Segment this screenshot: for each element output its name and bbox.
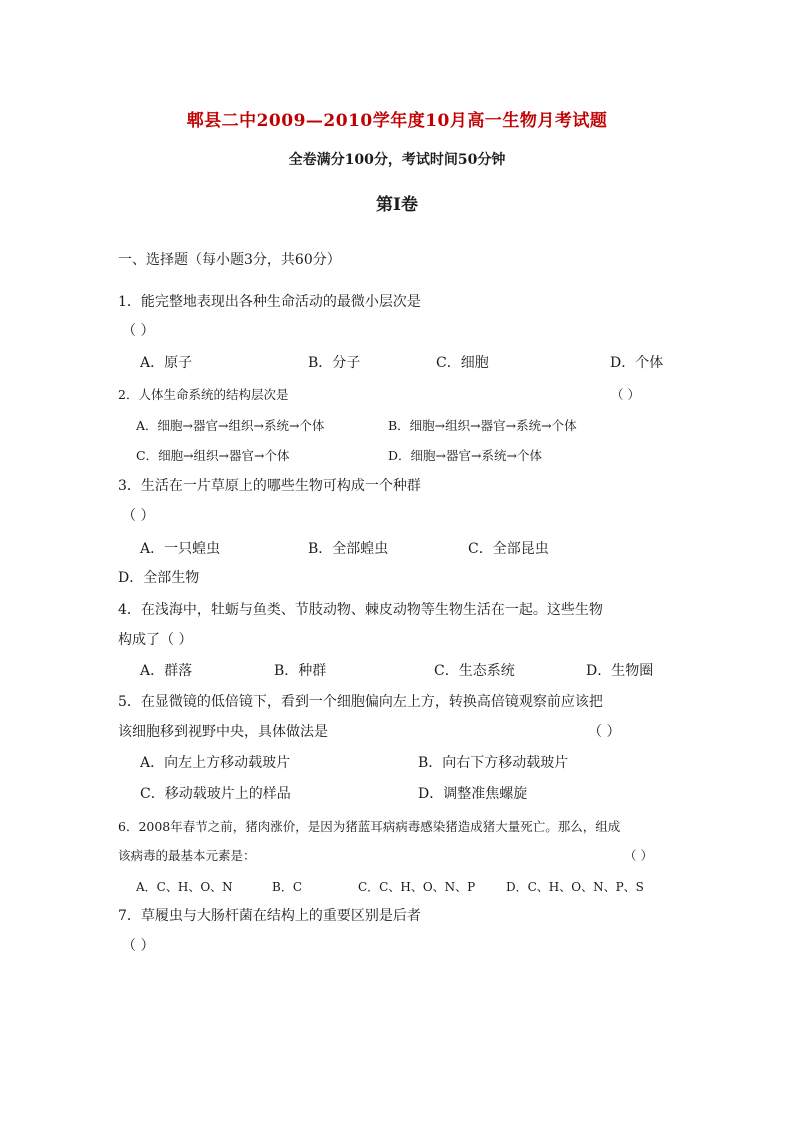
option-a: A．向左上方移动载玻片 <box>140 755 291 771</box>
option-b: B．全部蝗虫 <box>308 541 389 557</box>
option-c: C．全部昆虫 <box>468 541 549 557</box>
question-3-stem: 3．生活在一片草原上的哪些生物可构成一个种群 <box>118 478 421 494</box>
question-6-stem-line1: 6．2008年春节之前，猪肉涨价，是因为猪蓝耳病病毒感染猪造成猪大量死亡。那么，组成 <box>118 819 621 834</box>
question-6-paren: （ ） <box>624 848 653 863</box>
question-2-paren: （ ） <box>611 387 640 402</box>
option-d: D．细胞→器官→系统→个体 <box>388 448 542 463</box>
option-c: C．C、H、O、N、P <box>358 880 476 894</box>
question-2-stem: 2．人体生命系统的结构层次是 <box>118 387 289 402</box>
question-1-stem: 1．能完整地表现出各种生命活动的最微小层次是 <box>118 294 421 310</box>
option-d: D．C、H、O、N、P、S <box>506 880 644 894</box>
exam-subtitle: 全卷满分100分，考试时间50分钟 <box>288 152 506 168</box>
question-1-paren: （ ） <box>122 323 155 339</box>
option-c: C．移动载玻片上的样品 <box>140 786 291 802</box>
question-3-option-d: D．全部生物 <box>118 570 200 586</box>
question-3-paren: （ ） <box>122 508 155 524</box>
option-b: B．分子 <box>308 355 361 371</box>
question-7-stem: 7．草履虫与大肠杆菌在结构上的重要区别是后者 <box>118 908 421 924</box>
option-a: A．细胞→器官→组织→系统→个体 <box>136 418 325 433</box>
option-b: B．向右下方移动载玻片 <box>418 755 569 771</box>
option-d: D．生物圈 <box>586 663 654 679</box>
option-a: A．一只蝗虫 <box>140 541 221 557</box>
question-5-stem-line1: 5．在显微镜的低倍镜下，看到一个细胞偏向左上方，转换高倍镜观察前应该把 <box>118 694 603 710</box>
option-d: D．个体 <box>610 355 664 371</box>
option-c: C．细胞 <box>436 355 489 371</box>
option-d: D．调整准焦螺旋 <box>418 786 528 802</box>
option-a: A．原子 <box>140 355 193 371</box>
volume-heading: 第I卷 <box>376 195 418 215</box>
exam-title: 郫县二中2009—2010学年度10月高一生物月考试题 <box>186 111 608 131</box>
option-a: A．C、H、O、N <box>136 880 233 894</box>
option-b: B．C <box>272 880 303 894</box>
option-c: C．生态系统 <box>434 663 515 679</box>
question-5-stem-line2: 该细胞移到视野中央，具体做法是 <box>118 724 328 740</box>
question-6-stem-line2: 该病毒的最基本元素是： <box>118 848 256 863</box>
question-4-stem-line2: 构成了（ ） <box>118 632 193 648</box>
option-b: B．细胞→组织→器官→系统→个体 <box>388 418 577 433</box>
option-a: A．群落 <box>140 663 193 679</box>
question-4-stem-line1: 4．在浅海中，牡蛎与鱼类、节肢动物、棘皮动物等生物生活在一起。这些生物 <box>118 602 603 618</box>
option-b: B．种群 <box>274 663 327 679</box>
question-5-paren: （ ） <box>588 724 621 740</box>
question-7-paren: （ ） <box>122 938 155 954</box>
option-c: C．细胞→组织→器官→个体 <box>136 448 290 463</box>
section-heading: 一、选择题（每小题3分，共60分） <box>118 252 341 268</box>
